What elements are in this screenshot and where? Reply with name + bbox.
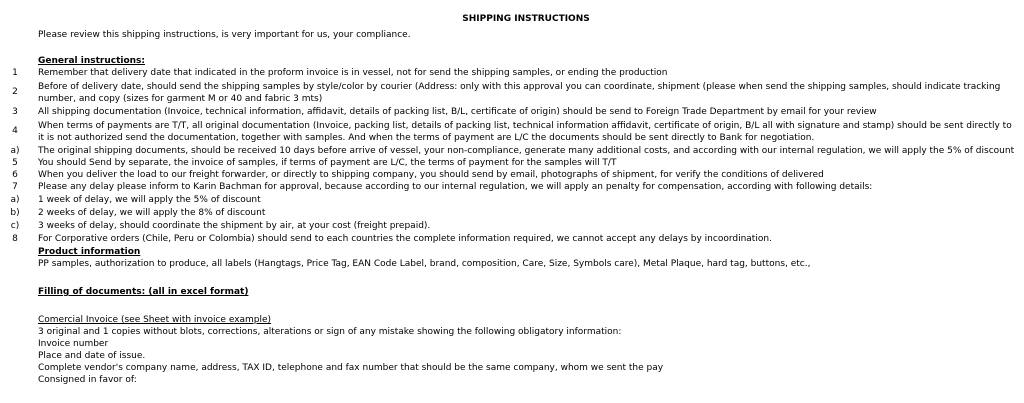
filling-documents-heading: Filling of documents: (all in excel format) xyxy=(38,287,249,297)
item-text: Before of delivery date, should send the shipping samples by style/color by courier (Address: only with this approval you can coordinate, shipment (please when send the shipping samples, should indicate tracking number, and copy (sizes for garment M or 40 and fabric 3 mts) xyxy=(38,82,1001,104)
item-text: 1 week of delay, we will apply the 5% of discount xyxy=(38,195,261,205)
invoice-line-row xyxy=(0,364,1024,376)
instruction-row xyxy=(0,196,1024,208)
invoice-line: Complete vendor's company name, address, TAX ID, telephone and fax number that should be the same company, whom we sent the pay xyxy=(38,363,664,373)
item-number: b) xyxy=(10,208,20,218)
instruction-row xyxy=(0,69,1024,81)
invoice-line: Consigned in favor of: xyxy=(38,375,137,385)
invoice-line-row xyxy=(0,376,1024,388)
instruction-row xyxy=(0,209,1024,221)
item-number: 3 xyxy=(12,107,18,117)
item-text: Remember that delivery date that indicated in the proform invoice is in vessel, not for send the shipping samples, or ending the production xyxy=(38,68,668,78)
invoice-line: 3 original and 1 copies without blots, corrections, alterations or sign of any mistake showing the following obligatory information: xyxy=(38,327,622,337)
item-number: 1 xyxy=(12,68,18,78)
invoice-line: Invoice number xyxy=(38,339,109,349)
item-number: c) xyxy=(10,221,20,231)
item-text: For Corporative orders (Chile, Peru or Colombia) should send to each countries the complete information required, we cannot accept any delays by incoordination. xyxy=(38,234,772,244)
invoice-line-row xyxy=(0,340,1024,352)
item-text: You should Send by separate, the invoice of samples, if terms of payment are L/C, the terms of payment for the samples will T/T xyxy=(38,158,617,168)
instruction-row xyxy=(0,235,1024,247)
item-number: 6 xyxy=(12,170,18,180)
intro-text: Please review this shipping instructions, is very important for us, your compliance. xyxy=(38,30,411,40)
item-text: The original shipping documents, should be received 10 days before arrive of vessel, your non-compliance, generate many additional costs, and according with our internal regulation, we will apply the 5% of discount xyxy=(38,146,1015,156)
filling-heading-row xyxy=(0,288,1024,300)
instruction-row xyxy=(0,120,1024,144)
general-instructions-heading: General instructions: xyxy=(38,56,145,66)
item-text: 3 weeks of delay, should coordinate the shipment by air, at your cost (freight prepaid). xyxy=(38,221,431,231)
intro-row xyxy=(0,31,1024,43)
commercial-invoice-heading: Comercial Invoice (see Sheet with invoice example) xyxy=(38,315,272,325)
item-text: Please any delay please inform to Karin Bachman for approval, because according to our internal regulation, we will apply an penalty for compensation, according with following details: xyxy=(38,182,873,192)
invoice-line: Place and date of issue. xyxy=(38,351,146,361)
instruction-row xyxy=(0,108,1024,120)
invoice-line-row xyxy=(0,328,1024,340)
item-text: 2 weeks of delay, we will apply the 8% of discount xyxy=(38,208,266,218)
item-text: All shipping documentation (Invoice, technical information, affidavit, details of packing list, B/L, certificate of origin) should be send to Foreign Trade Department by email for your review xyxy=(38,107,877,117)
item-number: a) xyxy=(10,195,20,205)
item-number: 2 xyxy=(12,87,18,97)
item-number: a) xyxy=(10,146,20,156)
product-text-row xyxy=(0,260,1024,272)
item-number: 7 xyxy=(12,182,18,192)
item-text: When terms of payments are T/T, all original documentation (Invoice, packing list, details of packing list, technical information affidavit, certificate of origin, B/L all with signature and stamp) should be sent directly to it is not authorized send the documentation, together with samples. And when the terms of payment are L/C the documents should be sent directly to Bank for negotiation. xyxy=(38,121,1012,143)
product-information-heading: Product information xyxy=(38,247,141,257)
item-text: When you deliver the load to our freight forwarder, or directly to shipping company, you should send by email, photographs of shipment, for verify the conditions of delivered xyxy=(38,170,824,180)
instruction-row xyxy=(0,222,1024,234)
item-number: 4 xyxy=(12,126,18,136)
product-information-text: PP samples, authorization to produce, all labels (Hangtags, Price Tag, EAN Code Label, brand, composition, Care, Size, Symbols care), Metal Plaque, hard tag, buttons, etc., xyxy=(38,259,811,269)
instruction-row xyxy=(0,183,1024,195)
item-number: 5 xyxy=(12,158,18,168)
item-number: 8 xyxy=(12,234,18,244)
document-title: SHIPPING INSTRUCTIONS xyxy=(462,14,590,24)
instruction-row xyxy=(0,81,1024,105)
